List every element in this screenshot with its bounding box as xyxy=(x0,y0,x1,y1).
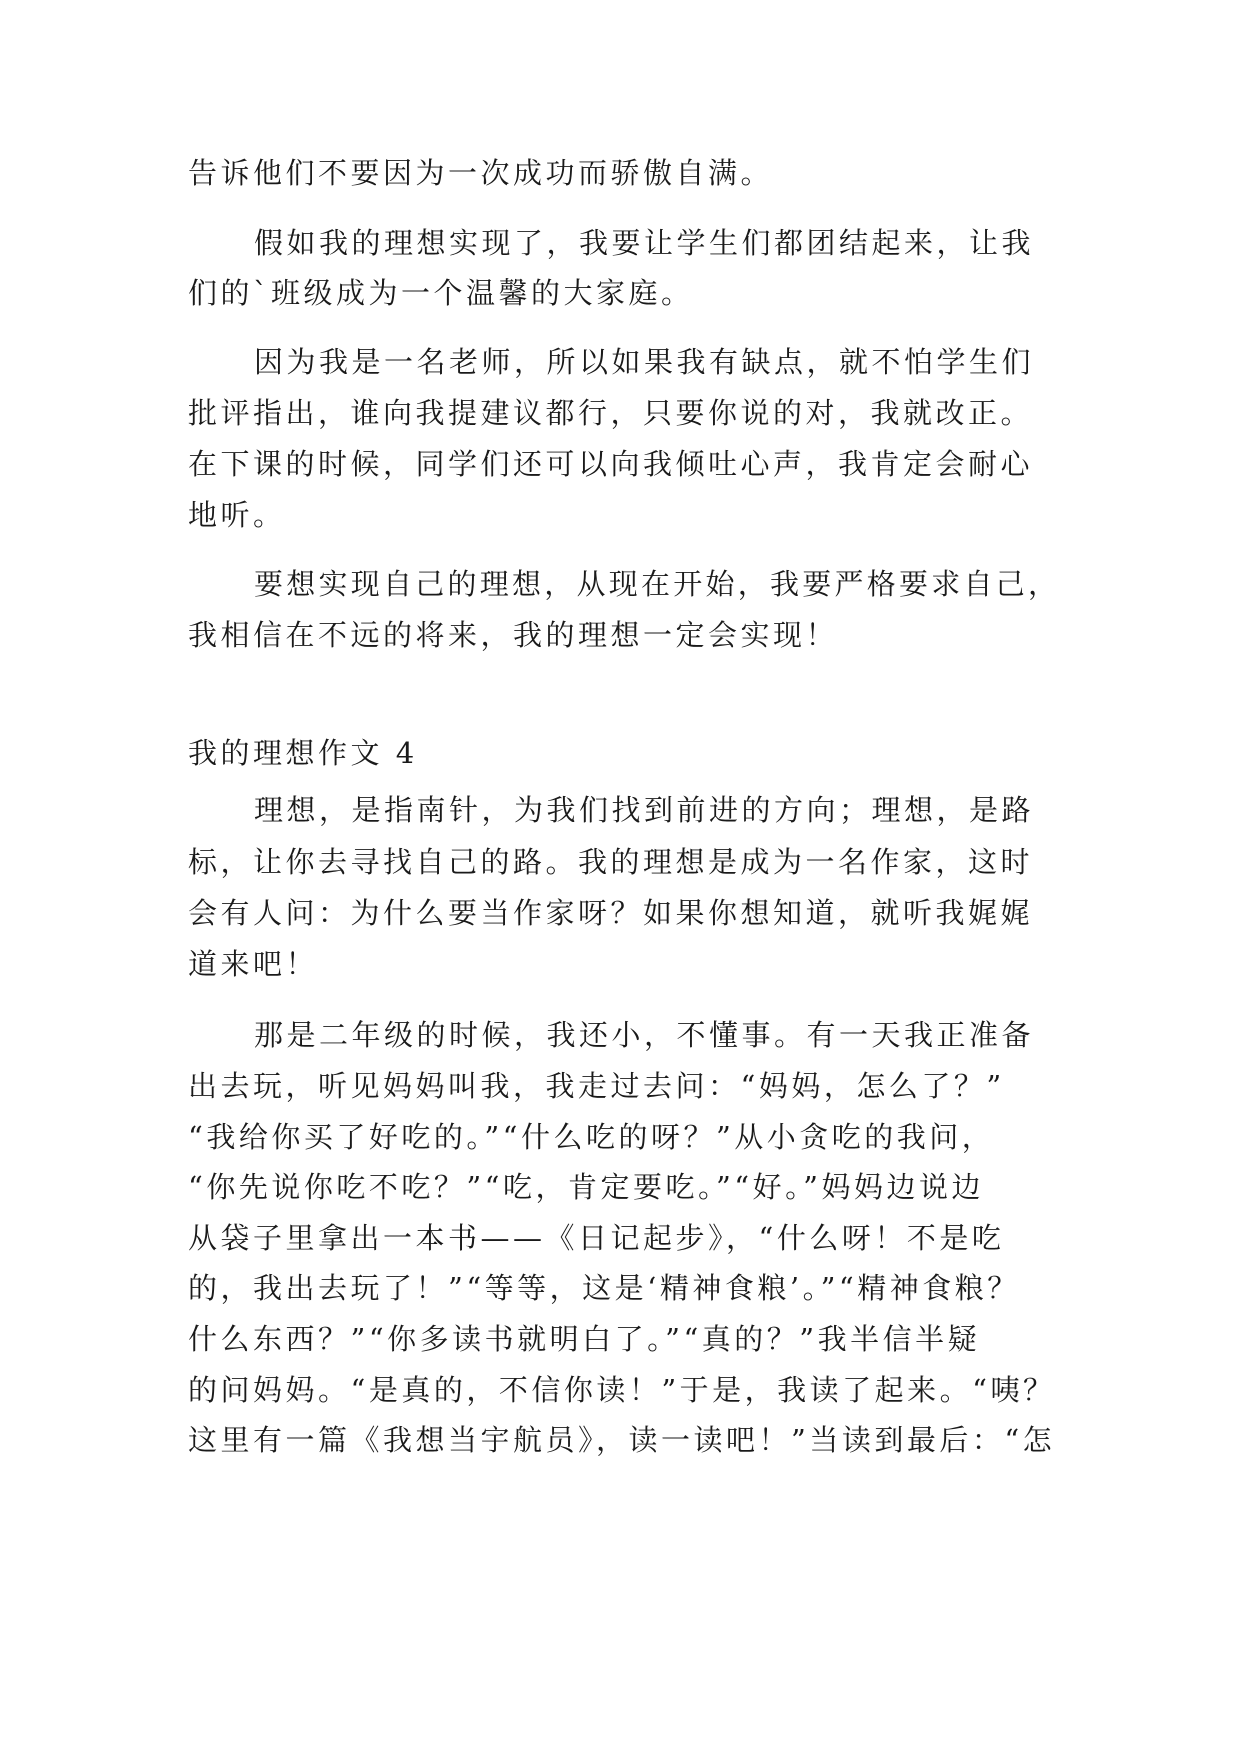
text-line: 出去玩，听见妈妈叫我，我走过去问：“妈妈，怎么了？” xyxy=(188,1069,1005,1103)
text-line: 们的`班级成为一个温馨的大家庭。 xyxy=(188,276,694,310)
text-line: 告诉他们不要因为一次成功而骄傲自满。 xyxy=(188,156,774,190)
paragraph-start-line: 要想实现自己的理想，从现在开始，我要严格要求自己， xyxy=(254,567,1061,601)
text-line: “我给你买了好吃的。”“什么吃的呀？”从小贪吃的我问， xyxy=(188,1120,995,1154)
paragraph-start-line: 因为我是一名老师，所以如果我有缺点，就不怕学生们 xyxy=(254,345,1035,379)
text-line: 批评指出，谁向我提建议都行，只要你说的对，我就改正。 xyxy=(188,396,1034,430)
paragraph-start-line: 那是二年级的时候，我还小，不懂事。有一天我正准备 xyxy=(254,1018,1035,1052)
paragraph-start-line: 理想，是指南针，为我们找到前进的方向；理想，是路 xyxy=(254,793,1035,827)
text-line: 标，让你去寻找自己的路。我的理想是成为一名作家，这时 xyxy=(188,845,1034,879)
text-line: 道来吧！ xyxy=(188,947,319,981)
text-line: 会有人问：为什么要当作家呀？如果你想知道，就听我娓娓 xyxy=(188,896,1034,930)
text-line: 的问妈妈。“是真的，不信你读！”于是，我读了起来。“咦？ xyxy=(188,1373,1056,1407)
text-line: “你先说你吃不吃？”“吃，肯定要吃。”“好。”妈妈边说边 xyxy=(188,1170,984,1204)
text-line: 我相信在不远的将来，我的理想一定会实现！ xyxy=(188,618,839,652)
text-line: 的，我出去玩了！”“等等，这是‘精神食粮’。”“精神食粮？ xyxy=(188,1271,1020,1305)
section-title: 我的理想作文 4 xyxy=(188,736,418,770)
text-line: 在下课的时候，同学们还可以向我倾吐心声，我肯定会耐心 xyxy=(188,447,1034,481)
text-line: 什么东西？”“你多读书就明白了。”“真的？”我半信半疑 xyxy=(188,1322,981,1356)
text-line: 从袋子里拿出一本书——《日记起步》，“什么呀！不是吃 xyxy=(188,1221,1005,1255)
paragraph-start-line: 假如我的理想实现了，我要让学生们都团结起来，让我 xyxy=(254,226,1035,260)
text-line: 这里有一篇《我想当宇航员》，读一读吧！”当读到最后：“怎 xyxy=(188,1423,1056,1457)
text-line: 地听。 xyxy=(188,498,286,532)
